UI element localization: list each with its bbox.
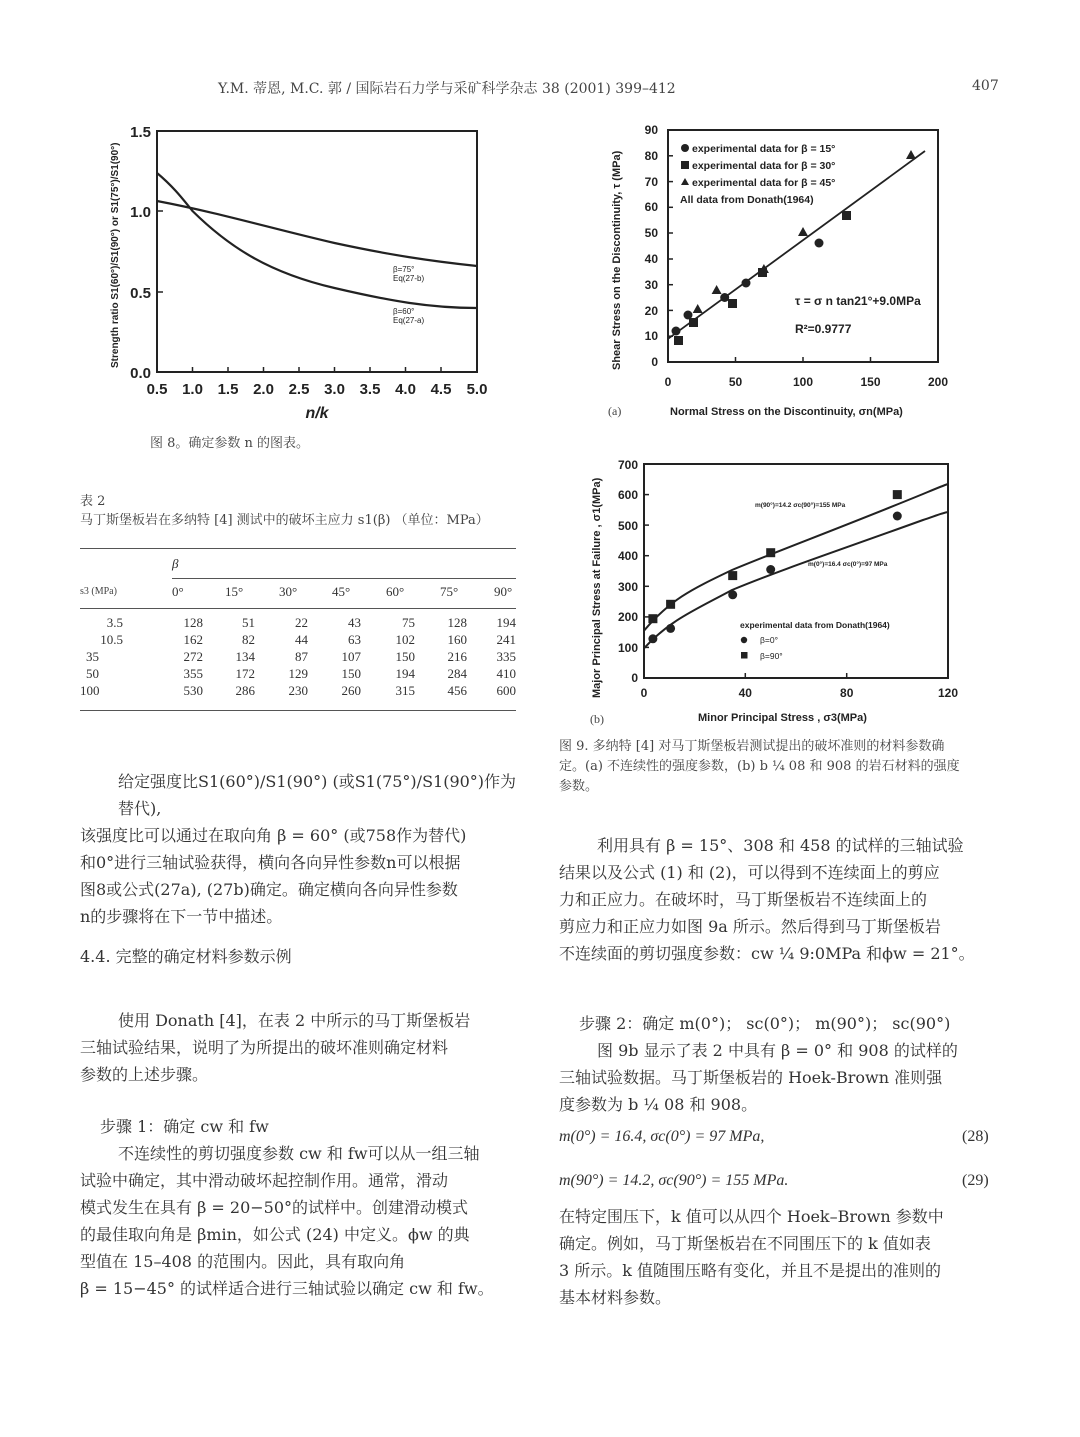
cell: 150 <box>341 665 361 681</box>
cell: 82 <box>242 631 255 647</box>
x-tick: 3.5 <box>359 381 381 398</box>
legend-beta30: experimental data for β = 30° <box>692 160 836 172</box>
table-row-header: s3 (MPa) <box>80 586 117 597</box>
cell: 410 <box>496 665 516 681</box>
cell: 284 <box>447 665 467 681</box>
cell: 128 <box>183 614 203 630</box>
cell: 241 <box>496 631 516 647</box>
x-tick: 80 <box>840 686 854 700</box>
text-line: 三轴试验结果，说明了为所提出的破坏准则确定材料 <box>80 1038 449 1057</box>
section-heading: 4.4. 完整的确定材料参数示例 <box>80 947 292 966</box>
x-tick: 150 <box>860 375 881 389</box>
left-paragraph-2 <box>80 1007 530 1088</box>
y-tick: 40 <box>644 252 658 266</box>
caption-line: 图 9. 多纳特 [4] 对马丁斯堡板岩测试提出的破坏准则的材料参数确 <box>559 739 945 754</box>
table-group-rule <box>172 578 516 579</box>
x-tick: 4.0 <box>395 381 416 398</box>
cell: 102 <box>395 631 415 647</box>
left-paragraph-1 <box>80 768 530 930</box>
text-line: β = 15−45° 的试样适合进行三轴试验以确定 cw 和 fw。 <box>80 1279 494 1298</box>
caption-line: 定。(a) 不连续性的强度参数，(b) b ¼ 08 和 908 的岩石材料的强度 <box>559 759 960 774</box>
figure-9a-svg <box>600 118 980 428</box>
text-line: 使用 Donath [4]，在表 2 中所示的马丁斯堡板岩 <box>118 1011 471 1030</box>
step-2-block <box>559 1010 1009 1118</box>
label-eq27a: Eq(27-a) <box>393 316 425 325</box>
equation-29: m(90°) = 14.2, σc(90°) = 155 MPa. <box>559 1172 789 1189</box>
cell: 44 <box>295 631 308 647</box>
cell: 230 <box>288 682 308 698</box>
cell: 456 <box>447 682 467 698</box>
text-line: 图 9b 显示了表 2 中具有 β = 0° 和 908 的试样的 <box>597 1041 958 1060</box>
y-tick: 500 <box>617 519 638 533</box>
cell: 355 <box>183 665 203 681</box>
text-line: 试验中确定，其中滑动破坏起控制作用。通常，滑动 <box>80 1171 449 1190</box>
text-line: 力和正应力。在破坏时，马丁斯堡板岩不连续面上的 <box>559 890 928 909</box>
x-axis-label: n/k <box>305 405 329 422</box>
cell: 260 <box>341 682 361 698</box>
text-line: 型值在 15–408 的范围内。因此，具有取向角 <box>80 1252 406 1271</box>
cell-s3: 50 <box>86 665 99 681</box>
x-tick: 1.5 <box>217 381 239 398</box>
column-header: 75° <box>440 584 459 599</box>
y-tick: 30 <box>644 278 658 292</box>
y-tick: 700 <box>617 458 638 472</box>
cell: 129 <box>288 665 308 681</box>
text-line: 参数的上述步骤。 <box>80 1065 209 1084</box>
curve-90-label: m(90°)=14.2 σc(90°)=155 MPa <box>755 502 846 509</box>
cell: 150 <box>395 648 415 664</box>
figure-9a-chart <box>600 118 980 428</box>
running-title: Y.M. 蒂恩, M.C. 郭 / 国际岩石力学与采矿科学杂志 38 (2001) 399–412 <box>218 81 676 97</box>
step-2-heading: 步骤 2：确定 m(0°)； sc(0°)； m(90°)； sc(90°) <box>579 1014 951 1033</box>
cell: 75 <box>402 614 415 630</box>
cell: 160 <box>447 631 467 647</box>
step-1-heading: 步骤 1：确定 cw 和 fw <box>100 1117 269 1136</box>
figure-9b-svg <box>580 440 980 730</box>
cell: 134 <box>235 648 255 664</box>
y-tick: 600 <box>617 488 638 502</box>
series-beta45 <box>693 150 916 313</box>
text-line: 度参数为 b ¼ 08 和 908。 <box>559 1095 758 1114</box>
text-line: 和0°进行三轴试验获得，横向各向异性参数n可以根据 <box>80 853 461 872</box>
cell: 335 <box>496 648 516 664</box>
text-line: 不连续面的剪切强度参数：cw ¼ 9:0MPa 和ϕw = 21°。 <box>559 944 975 963</box>
y-tick: 20 <box>644 304 658 318</box>
legend-beta0: β=0° <box>760 635 778 645</box>
x-tick: 2.5 <box>288 381 310 398</box>
y-axis-label: Strength ratio S1(60°)/S1(90°) or S1(75°)/S1(90°) <box>110 142 121 368</box>
cell: 286 <box>235 682 255 698</box>
table-bottom-rule <box>80 710 516 711</box>
text-line: 剪应力和正应力如图 9a 所示。然后得到马丁斯堡板岩 <box>559 917 941 936</box>
text-line: 3 所示。k 值随围压略有变化，并且不是提出的准则的 <box>559 1261 942 1280</box>
cell: 194 <box>395 665 415 681</box>
cell: 107 <box>341 648 361 664</box>
text-line: 的最佳取向角是 βmin，如公式 (24) 中定义。ϕw 的典 <box>80 1225 470 1244</box>
table-group-header: β <box>172 556 179 571</box>
text-line: 基本材料参数。 <box>559 1288 672 1307</box>
table-row <box>80 614 516 631</box>
y-tick: 0.0 <box>130 365 151 382</box>
x-tick: 0 <box>640 686 648 700</box>
y-tick: 0 <box>651 355 658 369</box>
x-tick: 5.0 <box>466 381 488 398</box>
y-tick: 80 <box>644 149 658 163</box>
curve-beta-75 <box>157 201 477 266</box>
text-line: 在特定围压下，k 值可以从四个 Hoek–Brown 参数中 <box>559 1207 944 1226</box>
column-header: 15° <box>225 584 244 599</box>
figure-8-svg <box>100 118 500 428</box>
legend-beta45: experimental data for β = 45° <box>692 177 836 189</box>
x-tick: 0.5 <box>146 381 168 398</box>
y-tick: 300 <box>617 580 638 594</box>
x-tick: 50 <box>728 375 743 389</box>
series-beta90 <box>648 490 901 623</box>
x-tick: 3.0 <box>324 381 345 398</box>
cell: 172 <box>235 665 255 681</box>
table-header-rule <box>80 608 516 609</box>
x-axis-label: Minor Principal Stress , σ3(MPa) <box>698 712 867 724</box>
y-tick: 50 <box>644 226 658 240</box>
text-line: 给定强度比S1(60°)/S1(90°) (或S1(75°)/S1(90°)作为替代), <box>118 772 517 818</box>
cell: 51 <box>242 614 255 630</box>
fit-equation: τ = σ n tan21°+9.0MPa <box>795 294 921 308</box>
column-header: 60° <box>386 584 405 599</box>
table-top-rule <box>80 548 516 549</box>
cell-s3: 100 <box>80 682 100 698</box>
y-tick: 0 <box>631 671 638 685</box>
table-2-subtitle: 马丁斯堡板岩在多纳特 [4] 测试中的破坏主应力 s1(β) （单位：MPa） <box>80 513 489 528</box>
legend-title: experimental data from Donath(1964) <box>740 620 890 630</box>
column-header: 0° <box>172 584 184 599</box>
x-tick: 100 <box>792 375 814 389</box>
cell-s3: 10.5 <box>100 631 123 647</box>
cell: 272 <box>183 648 203 664</box>
table-row <box>80 682 516 699</box>
y-axis-label: Major Principal Stress at Failure , σ1(MPa) <box>591 477 603 698</box>
cell-s3: 3.5 <box>106 614 123 630</box>
text-line: 不连续性的剪切强度参数 cw 和 fw可以从一组三轴 <box>118 1144 480 1163</box>
cell: 530 <box>183 682 203 698</box>
equation-28: m(0°) = 16.4, σc(0°) = 97 MPa, <box>559 1128 765 1145</box>
page-number: 407 <box>972 78 999 94</box>
y-tick: 200 <box>617 610 638 624</box>
y-tick: 0.5 <box>130 285 151 302</box>
label-eq27b: Eq(27-b) <box>393 274 425 283</box>
text-line: 确定。例如，马丁斯堡板岩在不同围压下的 k 值如表 <box>559 1234 931 1253</box>
x-tick: 4.5 <box>430 381 452 398</box>
cell-s3: 35 <box>86 648 99 664</box>
curve-beta-60 <box>157 173 477 308</box>
figure-8-caption: 图 8。确定参数 n 的图表。 <box>150 436 310 451</box>
column-header: 30° <box>279 584 298 599</box>
text-line: 图8或公式(27a), (27b)确定。确定横向各向异性参数 <box>80 880 458 899</box>
curve-0-label: m(0°)=16.4 σc(0°)=97 MPa <box>808 561 888 568</box>
y-tick: 400 <box>617 549 638 563</box>
y-tick: 1.0 <box>130 204 151 221</box>
x-tick: 40 <box>738 686 752 700</box>
text-line: 利用具有 β = 15°、308 和 458 的试样的三轴试验 <box>597 836 964 855</box>
text-line: 三轴试验数据。马丁斯堡板岩的 Hoek-Brown 准则强 <box>559 1068 943 1087</box>
table-2-title: 表 2 <box>80 494 106 509</box>
cell: 315 <box>395 682 415 698</box>
text-line: 该强度比可以通过在取向角 β = 60° (或758作为替代) <box>80 826 467 845</box>
legend-source: All data from Donath(1964) <box>680 194 814 206</box>
x-tick: 0 <box>664 375 672 389</box>
y-axis-label: Shear Stress on the Discontinuity, τ (MPa) <box>611 150 623 370</box>
y-tick: 90 <box>644 123 658 137</box>
x-axis-label: Normal Stress on the Discontinuity, σn(MPa) <box>670 406 903 418</box>
text-line: n的步骤将在下一节中描述。 <box>80 907 283 926</box>
cell: 128 <box>447 614 467 630</box>
text-line: 结果以及公式 (1) 和 (2)，可以得到不连续面上的剪应 <box>559 863 940 882</box>
label-beta60: β=60° <box>393 307 415 316</box>
y-tick: 1.5 <box>130 124 151 141</box>
table-column-headers <box>172 584 516 600</box>
table-row <box>80 665 516 682</box>
legend-beta15: experimental data for β = 15° <box>692 143 836 155</box>
step-1-block <box>80 1113 530 1302</box>
legend-beta90: β=90° <box>760 651 783 661</box>
label-beta75: β=75° <box>393 265 415 274</box>
y-tick: 60 <box>644 200 658 214</box>
right-paragraph-3 <box>559 1203 1009 1311</box>
panel-a-label: (a) <box>608 404 622 418</box>
column-header: 45° <box>332 584 351 599</box>
cell: 63 <box>348 631 361 647</box>
x-tick: 120 <box>937 686 959 700</box>
table-2-body <box>80 614 516 699</box>
cell: 87 <box>295 648 308 664</box>
y-tick: 100 <box>617 641 638 655</box>
caption-line: 参数。 <box>559 779 599 794</box>
figure-9-caption <box>559 737 999 797</box>
x-tick: 200 <box>927 375 949 389</box>
cell: 194 <box>496 614 516 630</box>
text-line: 模式发生在具有 β = 20−50°的试样中。创建滑动模式 <box>80 1198 469 1217</box>
y-tick: 70 <box>644 175 658 189</box>
figure-9b-chart <box>580 440 980 730</box>
table-row <box>80 631 516 648</box>
equation-28-number: (28) <box>962 1128 989 1145</box>
x-tick: 2.0 <box>253 381 274 398</box>
r-squared: R²=0.9777 <box>795 322 852 336</box>
cell: 162 <box>183 631 203 647</box>
equation-29-number: (29) <box>962 1172 989 1189</box>
table-row <box>80 648 516 665</box>
cell: 600 <box>496 682 516 698</box>
cell: 22 <box>295 614 308 630</box>
figure-8-chart <box>100 118 500 428</box>
right-paragraph-1 <box>559 832 1009 967</box>
x-tick: 1.0 <box>182 381 203 398</box>
cell: 43 <box>348 614 361 630</box>
y-tick: 10 <box>644 329 658 343</box>
column-header: 90° <box>494 584 513 599</box>
panel-b-label: (b) <box>590 712 604 726</box>
cell: 216 <box>447 648 467 664</box>
